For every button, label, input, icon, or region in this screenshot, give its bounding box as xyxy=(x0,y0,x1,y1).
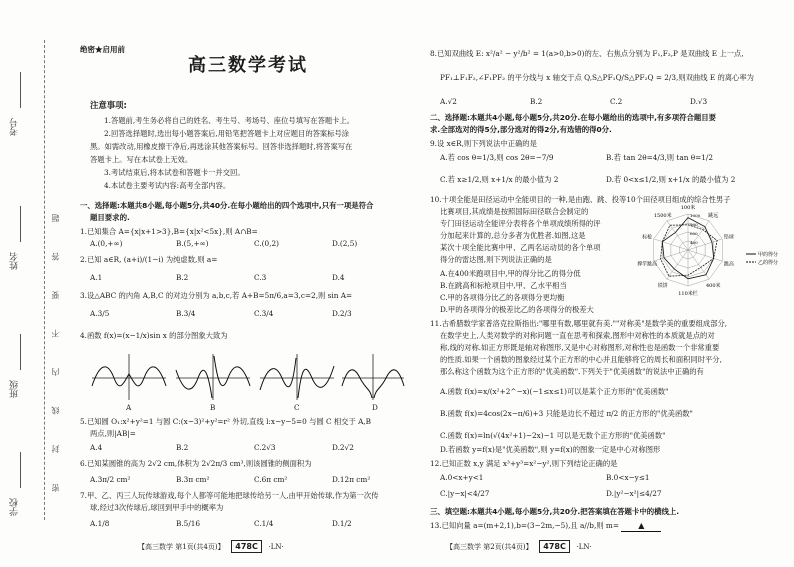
q10-stem-line: 比赛项目,其成绩是按照国际田径联合会制定的 xyxy=(440,207,589,216)
paper-code: 478C xyxy=(539,540,570,553)
q6-stem: 6.已知某圆锥的高为 2√2 cm,体积为 2√2π/3 cm³,则该圆锥的侧面积为 xyxy=(80,459,312,468)
q11-option-c: C.函数 f(x)=ln(√(4x²+1)−2x)−1 可以是无数个正方形的"优美函数" xyxy=(440,431,666,440)
radar-axis-label: 撑竿跳高 xyxy=(637,261,658,268)
q12-option-c: C.|y−x|<4/27 xyxy=(440,489,490,498)
radar-axis-label: 跳高 xyxy=(723,261,734,268)
exam-no-label: 考号 xyxy=(10,118,20,136)
footer-page-info: 【高三数学 第1页(共4页)】 xyxy=(138,543,225,551)
q4-graph-c xyxy=(258,352,336,402)
q9-option-b: B.若 tan 2θ=4/3,则 tan θ=1/2 xyxy=(606,153,713,162)
binding-margin xyxy=(0,0,74,567)
radar-tick-label: 800 xyxy=(690,222,698,227)
q8-option-c: C.2 xyxy=(610,97,623,106)
q9-option-d: D.若 0<x≤1/2,则 x+1/x 的最小值为 2 xyxy=(606,175,736,184)
radar-tick-label: 400 xyxy=(690,240,698,245)
q5-option-d: D.2√2 xyxy=(332,443,354,452)
radar-axis-label: 110米栏 xyxy=(678,291,698,296)
q1-option-d: D.(2,5) xyxy=(332,239,358,248)
footer-tag: ·LN· xyxy=(268,543,284,551)
q10-radar-chart xyxy=(634,204,782,296)
radar-tick-label: 600 xyxy=(690,231,698,236)
radar-axis-label: 铅球 xyxy=(723,234,734,241)
q11-stem-line: 在数学史上,人类对数学的对称问题一直在思考和探索,图形中对称性的本质就是点的对 xyxy=(440,331,715,340)
q3-option-c: C.3/4 xyxy=(254,309,274,318)
q10-stem-line: 某次十项全能比赛中甲、乙两名运动员的各个单项 xyxy=(440,243,601,252)
q7-stem: 7.甲、乙、丙三人玩传球游戏,每个人都等可能地把球传给另一人,由甲开始传球,作为第一次传 xyxy=(80,491,379,500)
q4-graph-a xyxy=(90,352,168,402)
radar-series xyxy=(661,218,717,279)
confidential-mark: 绝密★启用前 xyxy=(80,45,125,54)
legend-jia: 甲的得分 xyxy=(758,252,779,258)
note-item: 2.回答选择题时,选出每小题答案后,用铅笔把答题卡上对应题目的答案标号涂 xyxy=(104,129,350,138)
radar-axis-labels xyxy=(637,204,734,296)
section2-heading: 二、选择题:本题共4小题,每小题5分,共20分.在每小题给出的选项中,有多项符合题目要 xyxy=(430,113,717,122)
school-label: 学校 xyxy=(10,498,20,516)
q7-option-a: A.1/8 xyxy=(90,519,110,528)
q11-stem: 11.古希腊数学家普洛克拉斯指出:"哪里有数,哪里就有美.""对称美"是数学美的重要组成部分, xyxy=(430,319,728,328)
q6-option-b: B.3π cm² xyxy=(176,475,210,484)
q8-stem: 8.已知双曲线 E: x²/a² − y²/b² = 1(a>0,b>0)的左、右焦点分别为 F₁,F₂,P 是双曲线 E 上一点, xyxy=(430,49,744,58)
q11-stem-line: 称,线的对称.如正方形既是轴对称图形,又是中心对称图形,对称性也是函数一个非常重要 xyxy=(440,343,720,352)
q8-option-a: A.√2 xyxy=(440,97,457,106)
q1-stem: 1.已知集合 A={x|x+1>3},B={x|x²<5x},则 A∩B= xyxy=(80,227,258,236)
footer-page-info: 【高三数学 第2页(共4页)】 xyxy=(446,543,533,551)
section2-heading-cont: 求.全部选对的得5分,部分选对的得2分,有选错的得0分. xyxy=(430,125,612,134)
q10-option-b: B.在跳高和标枪项目中,甲、乙水平相当 xyxy=(440,281,567,290)
paper-code: 478C xyxy=(231,540,262,553)
q8-option-d: D.√3 xyxy=(690,97,708,106)
q11-option-d: D.若函数 y=f(x)是"优美函数",则 y=f(x)的图象一定是中心对称图形 xyxy=(440,445,661,454)
q10-stem: 10.十项全能是田径运动中全能项目的一种,是由跑、跳、投等10个田径项目组成的综合性男子 xyxy=(430,195,731,204)
q12-stem: 12.已知正数 x,y 满足 x³+y³=x²−y²,则下列结论正确的是 xyxy=(430,459,618,468)
note-item: 答题卡上。写在本试卷上无效。 xyxy=(90,155,193,164)
q4-option-d: D xyxy=(372,403,378,412)
q7-stem-cont: 球,经过3次传球后,球回到甲手中的概率为 xyxy=(90,503,224,512)
q5-stem-cont: 两点,则|AB|= xyxy=(90,429,136,438)
q7-option-b: B.5/16 xyxy=(176,519,201,528)
page-title: 高三数学考试 xyxy=(188,55,308,76)
legend-yi: 乙的得分 xyxy=(758,260,779,266)
q11-option-b: B.函数 f(x)=4cos(2x−π/6)+3 只能是边长不超过 π/2 的正方形的"优美函数" xyxy=(440,409,693,418)
q5-option-c: C.2√3 xyxy=(254,443,276,452)
seal-text: 密 封 线 内 不 要 答 题 xyxy=(51,200,60,492)
q5-stem: 5.已知圆 O₁:x²+y²=1 与圆 C:(x−3)²+y²=r² 外切,直线 l:x−y−5=0 与圆 C 相交于 A,B xyxy=(80,417,372,426)
q7-option-d: D.1/2 xyxy=(332,519,352,528)
name-blank xyxy=(20,206,21,242)
q4-graph-b xyxy=(174,352,252,402)
q4-graph-d xyxy=(340,352,406,402)
class-blank xyxy=(20,334,21,370)
q12-option-b: B.0<x−y≤1 xyxy=(606,473,650,482)
q4-option-a: A xyxy=(126,403,132,412)
q11-stem-line: 那么称这个函数为这个正方形的"优美函数".下列关于"优美函数"的说法中正确的有 xyxy=(440,367,704,376)
seal-line xyxy=(44,40,45,520)
q10-stem-line: 专门田径运动全能评分表将各个单项成绩所得的评 xyxy=(440,219,601,228)
q7-option-c: C.1/4 xyxy=(254,519,274,528)
q10-option-d: D.甲的各项得分的极差比乙的各项得分的极差大 xyxy=(440,305,594,314)
radar-tick-label: 1000 xyxy=(690,213,701,218)
school-blank xyxy=(20,452,21,488)
page-footer-right xyxy=(446,540,592,553)
note-item: 黑。如需改动,用橡皮擦干净后,再选涂其他答案标号。回答非选择题时,将答案写在 xyxy=(90,142,353,151)
q1-option-c: C.(0,2) xyxy=(254,239,279,248)
q13-stem xyxy=(430,520,661,532)
q3-option-b: B.3/4 xyxy=(176,309,196,318)
section1-heading: 一、选择题:本题共8小题,每小题5分,共40分.在每小题给出的四个选项中,只有一项是符合 xyxy=(80,201,374,210)
q10-option-c: C.甲的各项得分比乙的各项得分更均衡 xyxy=(440,293,565,302)
note-item: 1.答题前,考生务必将自己的姓名、考生号、考场号、座位号填写在答题卡上。 xyxy=(104,116,355,125)
note-item: 4.本试卷主要考试内容:高考全部内容。 xyxy=(104,181,231,190)
radar-legend xyxy=(746,251,778,266)
q4-option-b: B xyxy=(210,403,216,412)
q4-stem: 4.函数 f(x)=(x−1/x)sin x 的部分图象大致为 xyxy=(80,331,228,340)
q12-option-a: A.0<x+y<1 xyxy=(440,473,484,482)
q1-option-a: A.(0,+∞) xyxy=(90,239,123,248)
q10-stem-line: 分加起来计算的,总分多者为优胜者.如图,这是 xyxy=(440,231,586,240)
footer-tag: ·LN· xyxy=(576,543,592,551)
q8-stem-cont: PF₁⊥F₁F₂,∠F₁PF₂ 的平分线与 x 轴交于点 Q,S△PF₁Q/S△PF₂Q = 2/3,则双曲线 E 的离心率为 xyxy=(440,73,754,82)
radar-axis-label: 1500米 xyxy=(653,213,672,220)
q11-option-a: A.函数 f(x)=x/(x²+2^−x)(−1≤x≤1)可以是某个正方形的"优美函数" xyxy=(440,387,669,396)
notes-heading: 注意事项: xyxy=(90,100,127,110)
q6-option-c: C.6π cm² xyxy=(254,475,288,484)
q10-stem-line: 得分的雷达图,则下列说法正确的是 xyxy=(440,255,552,264)
q13-answer-blank[interactable] xyxy=(621,520,661,532)
page-footer-left xyxy=(138,540,284,553)
q3-option-d: D.2/3 xyxy=(332,309,352,318)
radar-axis-label: 100米 xyxy=(680,205,696,211)
q8-option-b: B.2 xyxy=(530,97,543,106)
q3-option-a: A.3/5 xyxy=(90,309,110,318)
q5-option-a: A.4 xyxy=(90,443,103,452)
q10-option-a: A.在400米跑项目中,甲的得分比乙的得分低 xyxy=(440,269,581,278)
q6-option-d: D.12π cm² xyxy=(332,475,371,484)
section3-heading: 三、填空题:本题共4小题,每小题5分,共20分.把答案填在答题卡中的横线上. xyxy=(430,507,680,516)
exam-no-blank xyxy=(20,72,21,108)
blank-marker-icon: ▲ xyxy=(638,521,645,530)
name-label: 姓名 xyxy=(10,252,20,270)
q2-option-a: A.1 xyxy=(90,273,103,282)
q1-option-b: B.(5,+∞) xyxy=(176,239,209,248)
q9-option-c: C.若 x≥1/2,则 x+1/x 的最小值为 2 xyxy=(440,175,559,184)
q6-option-a: A.3π/2 cm² xyxy=(90,475,131,484)
q2-option-c: C.3 xyxy=(254,273,267,282)
q2-option-b: B.2 xyxy=(176,273,189,282)
radar-axis-label: 标枪 xyxy=(642,234,653,241)
q5-option-b: B.2 xyxy=(176,443,189,452)
q9-stem: 9.设 x∈R,则下列说法中正确的是 xyxy=(430,139,537,148)
class-label: 班级 xyxy=(10,380,20,398)
q2-option-d: D.4 xyxy=(332,273,345,282)
section1-heading-cont: 题目要求的. xyxy=(90,213,130,222)
q9-option-a: A.若 cos θ=1/3,则 cos 2θ=−7/9 xyxy=(440,153,554,162)
radar-axis-label: 铁饼 xyxy=(657,282,668,289)
q13-text: 13.已知向量 a=(m+2,1),b=(3−2m,−5),且 a//b,则 m= xyxy=(430,521,619,530)
q2-stem: 2.已知 a∈R, (a+i)/(1−i) 为纯虚数,则 a= xyxy=(80,255,218,264)
q12-option-d: D.|y²−x²|≤4/27 xyxy=(606,489,662,498)
radar-axis-label: 跳远 xyxy=(708,213,719,220)
note-item: 3.考试结束后,将本试卷和答题卡一并交回。 xyxy=(104,168,245,177)
q3-stem: 3.设△ABC 的内角 A,B,C 的对边分别为 a,b,c,若 A+B=5π/6,a=3,c=2,则 sin A= xyxy=(80,291,353,300)
q4-option-c: C xyxy=(294,403,300,412)
radar-axis-label: 400米 xyxy=(706,282,721,289)
q11-stem-line: 的性质.如果一个函数的图象经过某个正方形的中心并且能够将它的周长和面积同时平分, xyxy=(440,355,722,364)
